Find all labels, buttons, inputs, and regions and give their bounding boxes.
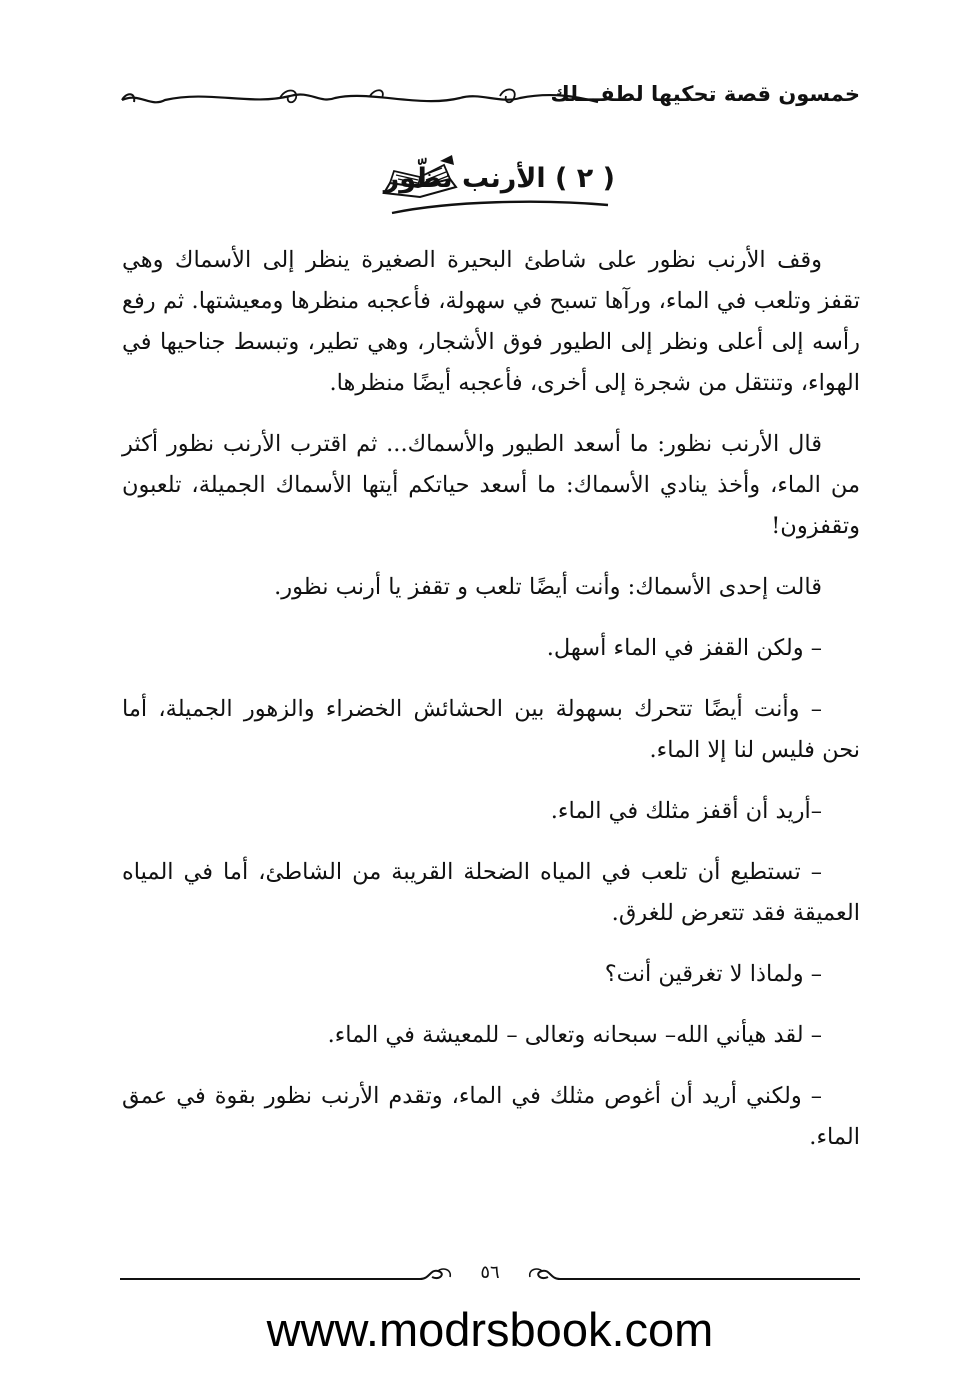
paragraph: – لقد هيأني الله– سبحانه وتعالى – للمعيشة في الماء.: [327, 1022, 822, 1048]
page-footer: [120, 1255, 860, 1295]
paragraph: – تستطيع أن تلعب في المياه الضحلة القريبة من الشاطئ، أما في المياه العميقة فقد تتعرض للغرق.: [122, 859, 860, 926]
paragraph: قالت إحدى الأسماك: وأنت أيضًا تلعب و تقفز يا أرنب نظور.: [274, 574, 822, 600]
paragraph: – ولكني أريد أن أغوص مثلك في الماء، وتقدم الأرنب نظور بقوة في عمق الماء.: [122, 1083, 860, 1150]
swoosh-underline-icon: [390, 195, 610, 217]
paragraph: – وأنت أيضًا تتحرك بسهولة بين الحشائش الخضراء والزهور الجميلة، أما نحن فليس لنا إلا الماء.: [122, 696, 860, 763]
paragraph: وقف الأرنب نظور على شاطئ البحيرة الصغيرة ينظر إلى الأسماك وهي تقفز وتلعب في الماء، ورآها تسبح في سهولة، فأعجبه منظرها ومعيشتها. ثم رفع رأسه إلى أعلى ونظر إلى الطيور فوق الأشجار، وهي تطير، وتبسط جناحيها في الهواء، وتنتقل من شجرة إلى أخرى، فأعجبه أيضًا منظرها.: [122, 247, 860, 396]
book-title: خمسون قصة تحكيها لطفـــلك: [550, 82, 860, 106]
paragraph: – ولماذا لا تغرقين أنت؟: [604, 961, 822, 987]
running-header: [120, 70, 860, 120]
ornamental-line-icon: [120, 82, 600, 110]
story-title: ( ٢ ) الأرنب نظّور: [383, 163, 615, 194]
story-body: [122, 240, 860, 1178]
paragraph: –أريد أن أقفز مثلك في الماء.: [550, 798, 822, 824]
website-watermark: www.modrsbook.com: [266, 1303, 714, 1356]
paragraph: قال الأرنب نظور: ما أسعد الطيور والأسماك... ثم اقترب الأرنب نظور أكثر من الماء، وأخذ ينادي الأسماك: ما أسعد حياتكم أيتها الأسماك الجميلة، تلعبون وتقفزون!: [122, 431, 860, 539]
page-number: ٥٦: [480, 1262, 500, 1283]
story-heading: [380, 145, 620, 225]
paragraph: – ولكن القفز في الماء أسهل.: [546, 635, 822, 661]
